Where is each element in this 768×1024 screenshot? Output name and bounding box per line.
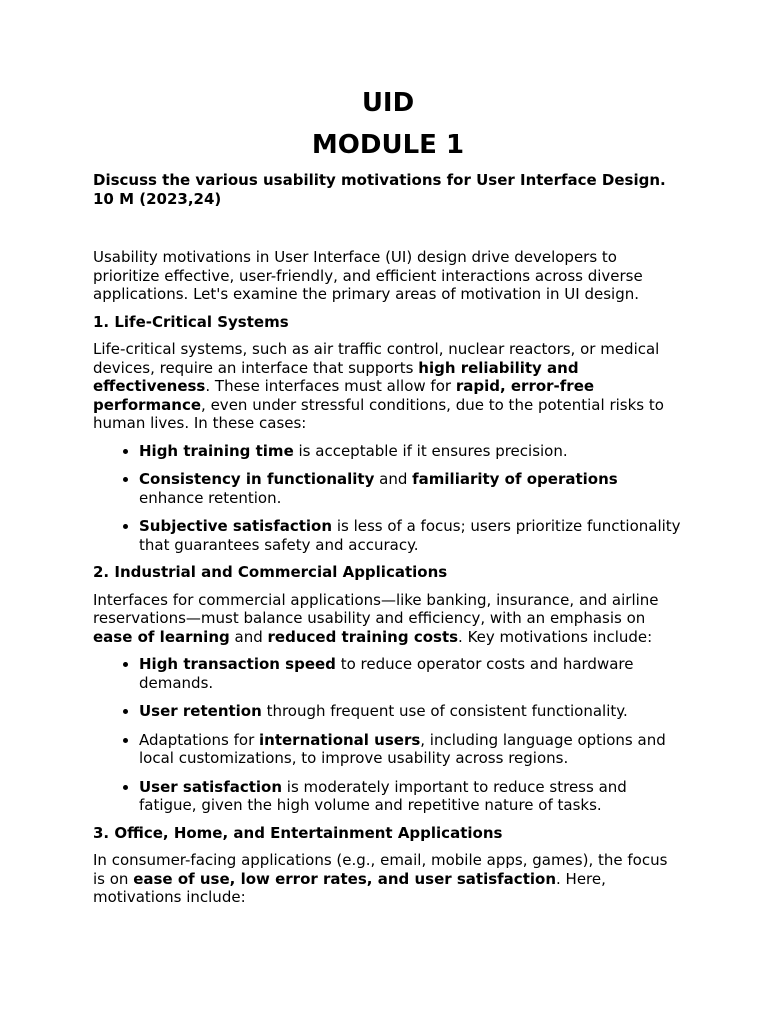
document-title: UID bbox=[361, 88, 415, 118]
list-item bbox=[139, 702, 683, 721]
text-run: is acceptable if it ensures precision. bbox=[293, 441, 568, 460]
section-heading-commercial: 2. Industrial and Commercial Applications bbox=[93, 563, 448, 581]
bold-run: rapid, error-free performance bbox=[93, 377, 595, 414]
text-run: . Key motivations include: bbox=[458, 627, 653, 646]
text-run: enhance retention. bbox=[139, 488, 282, 507]
text-run: through frequent use of consistent functionality. bbox=[261, 702, 628, 720]
section-paragraph-life-critical bbox=[93, 340, 683, 433]
bold-run: User retention bbox=[139, 702, 262, 720]
list-item bbox=[139, 778, 683, 815]
section-paragraph-commercial bbox=[93, 591, 683, 647]
text-run: , including language options and local customizations, to improve usability across regions. bbox=[139, 730, 666, 767]
bold-run: familiarity of operations bbox=[412, 470, 618, 488]
text-run: and bbox=[374, 470, 413, 488]
list-item bbox=[139, 655, 683, 692]
document-page bbox=[93, 88, 683, 916]
exam-question: Discuss the various usability motivations for User Interface Design. 10 M (2023,24) bbox=[93, 171, 666, 208]
bold-run: High transaction speed bbox=[139, 655, 336, 673]
text-run: . Here, motivations include: bbox=[93, 869, 606, 906]
text-run: . These interfaces must allow for bbox=[205, 377, 456, 395]
text-run: , even under stressful conditions, due to the potential risks to human lives. In these cases: bbox=[93, 395, 664, 432]
text-run: Interfaces for commercial applications—like banking, insurance, and airline reservations—must balance usability and efficiency, with an emphasis on bbox=[93, 590, 659, 627]
text-run: is less of a focus; users prioritize functionality that guarantees safety and accuracy. bbox=[139, 517, 681, 554]
bold-run: Consistency in functionality bbox=[139, 470, 375, 488]
bold-run: ease of use, low error rates, and user satisfaction bbox=[133, 869, 556, 888]
text-run: and bbox=[229, 627, 268, 646]
list-item bbox=[139, 517, 683, 554]
section-paragraph-consumer bbox=[93, 851, 683, 907]
bold-run: international users bbox=[259, 730, 421, 749]
bold-run: high reliability and effectiveness bbox=[93, 358, 579, 395]
list-item bbox=[139, 470, 683, 507]
text-run: In consumer-facing applications (e.g., email, mobile apps, games), the focus is on bbox=[93, 851, 668, 888]
bullet-list-commercial bbox=[93, 655, 683, 815]
section-heading-consumer: 3. Office, Home, and Entertainment Applications bbox=[93, 823, 503, 842]
bold-run: Subjective satisfaction bbox=[139, 517, 333, 535]
bold-run: reduced training costs bbox=[267, 627, 459, 646]
intro-paragraph: Usability motivations in User Interface (UI) design drive developers to prioritize effective, user-friendly, and efficient interactions across diverse applications. Let's examine the primary areas of motivation in UI design. bbox=[93, 248, 643, 303]
list-item bbox=[139, 731, 683, 768]
module-title: MODULE 1 bbox=[311, 130, 465, 160]
bold-run: High training time bbox=[139, 441, 294, 460]
bullet-list-life-critical bbox=[93, 442, 683, 555]
text-run: to reduce operator costs and hardware demands. bbox=[139, 655, 634, 692]
text-run: Life-critical systems, such as air traffic control, nuclear reactors, or medical devices, require an interface that supports bbox=[93, 340, 660, 377]
text-run: is moderately important to reduce stress and fatigue, given the high volume and repetitive nature of tasks. bbox=[139, 777, 627, 814]
bold-run: ease of learning bbox=[93, 627, 230, 646]
bold-run: User satisfaction bbox=[139, 777, 283, 796]
text-run: Adaptations for bbox=[139, 730, 260, 749]
list-item bbox=[139, 442, 683, 461]
section-heading-life-critical: 1. Life-Critical Systems bbox=[93, 312, 289, 331]
